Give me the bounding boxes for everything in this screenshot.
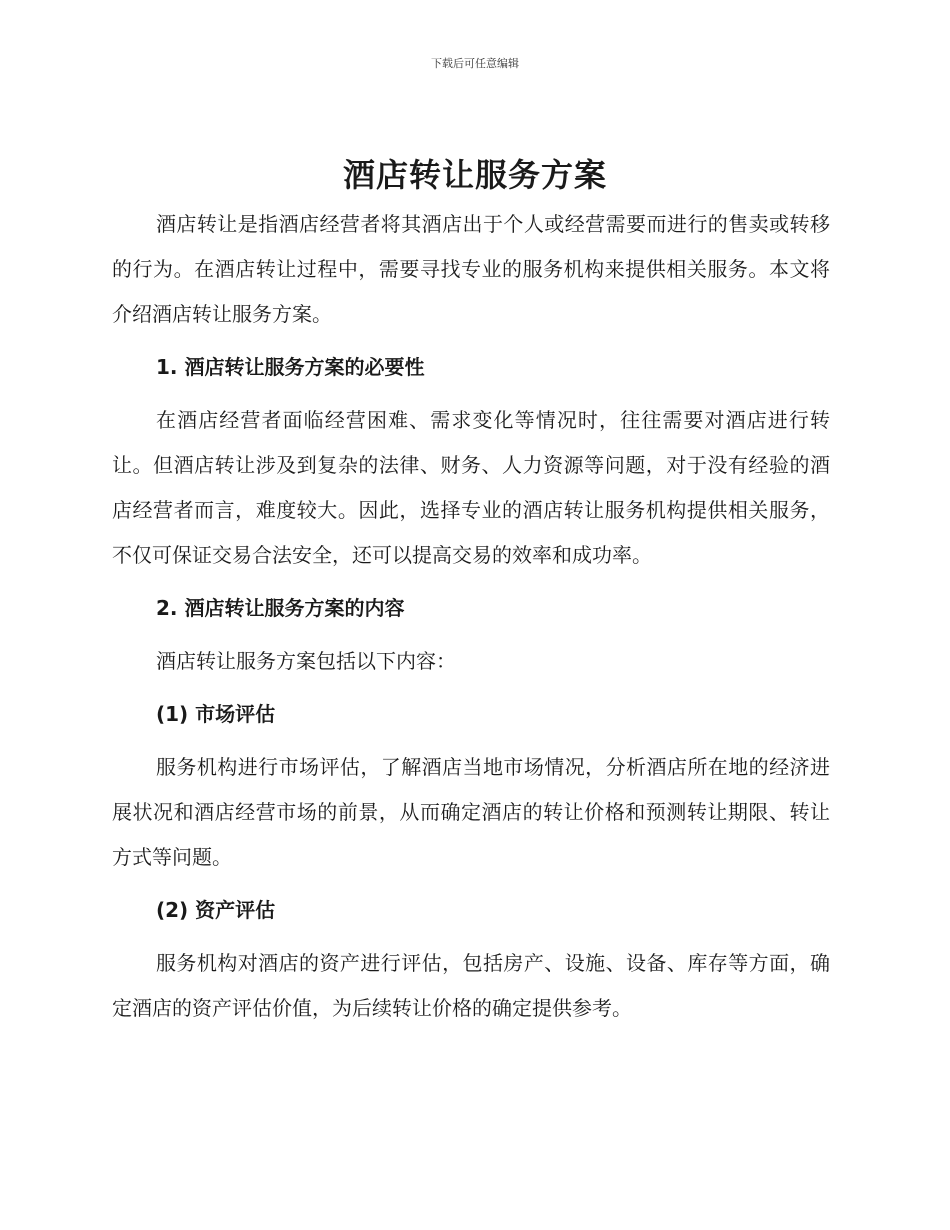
necessity-paragraph: 在酒店经营者面临经营困难、需求变化等情况时，往往需要对酒店进行转让。但酒店转让涉及到复杂的法律、财务、人力资源等问题，对于没有经验的酒店经营者而言，难度较大。因此，选择专业的酒店转让服务机构提供相关服务，不仅可保证交易合法安全，还可以提高交易的效率和成功率。 (112, 408, 830, 567)
market-paragraph: 服务机构进行市场评估，了解酒店当地市场情况，分析酒店所在地的经济进展状况和酒店经营市场的前景，从而确定酒店的转让价格和预测转让期限、转让方式等问题。 (112, 755, 830, 869)
content-intro-paragraph: 酒店转让服务方案包括以下内容： (156, 649, 456, 673)
subsection-heading-market: (1) 市场评估 (156, 702, 276, 726)
document-title: 酒店转让服务方案 (342, 156, 607, 194)
section-heading-content: 2. 酒店转让服务方案的内容 (156, 596, 405, 620)
subsection-heading-assets: (2) 资产评估 (156, 898, 276, 922)
header-note: 下载后可任意编辑 (431, 57, 519, 70)
assets-paragraph: 服务机构对酒店的资产进行评估，包括房产、设施、设备、库存等方面，确定酒店的资产评估价值，为后续转让价格的确定提供参考。 (112, 951, 830, 1020)
intro-paragraph: 酒店转让是指酒店经营者将其酒店出于个人或经营需要而进行的售卖或转移的行为。在酒店转让过程中，需要寻找专业的服务机构来提供相关服务。本文将介绍酒店转让服务方案。 (112, 212, 830, 326)
document-body (112, 202, 830, 1039)
section-heading-necessity: 1. 酒店转让服务方案的必要性 (156, 355, 425, 379)
